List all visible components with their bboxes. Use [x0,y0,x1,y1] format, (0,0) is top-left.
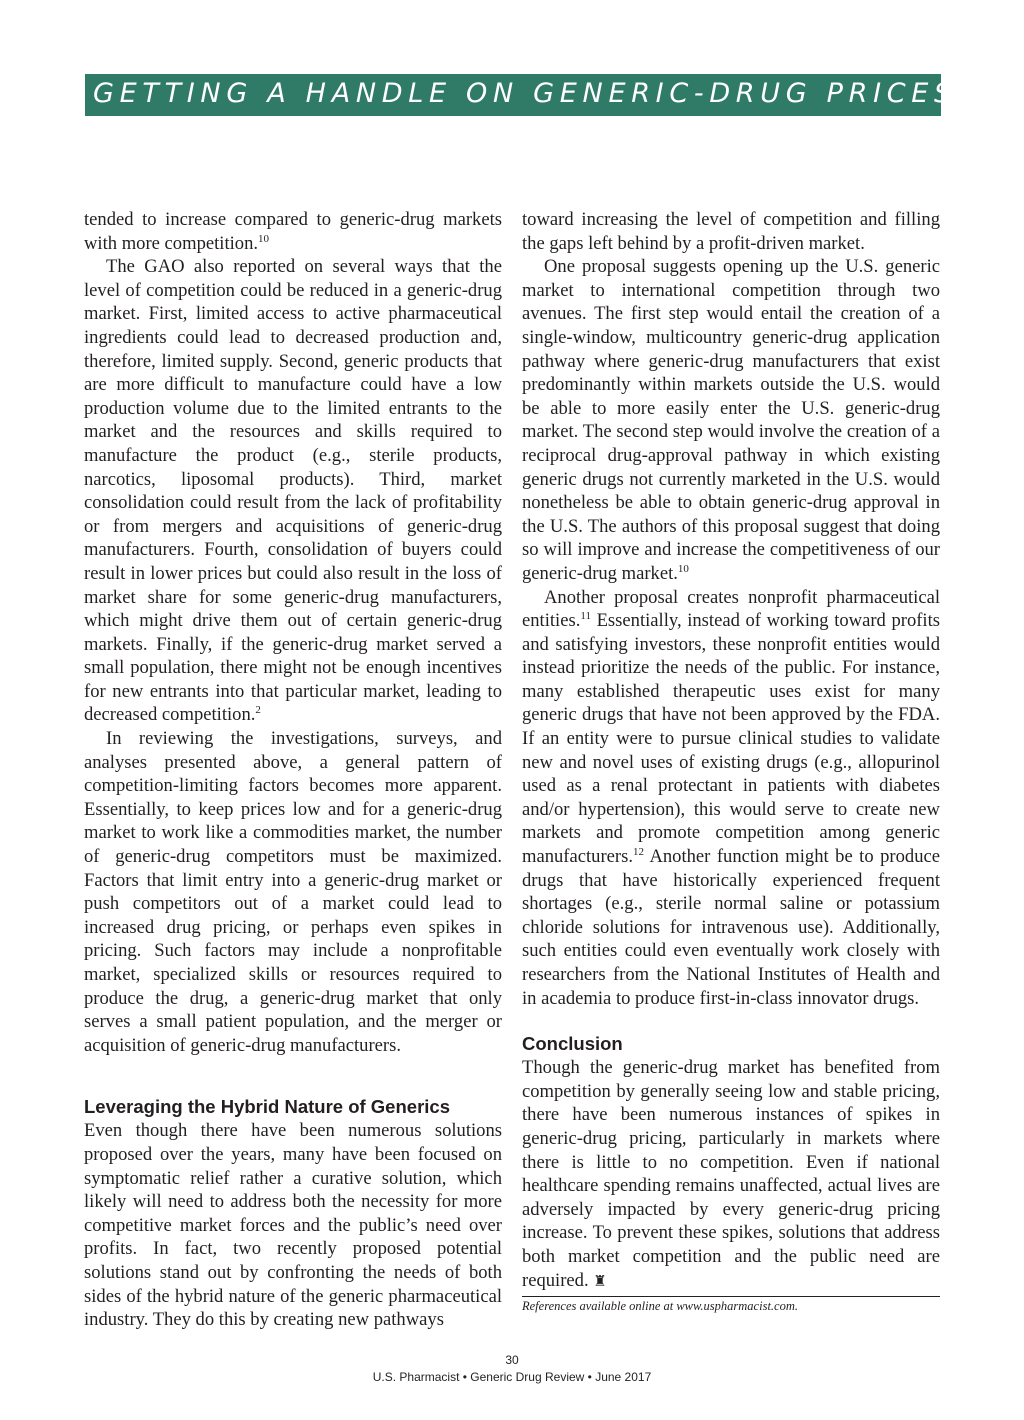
citation-ref: 2 [255,704,261,717]
right-column [522,208,940,1314]
header-banner [85,74,957,116]
references-note: References available online at www.uspharmacist.com. [522,1299,798,1314]
section-heading: Leveraging the Hybrid Nature of Generics [84,1096,450,1118]
paragraph: toward increasing the level of competition and filling the gaps left behind by a profit-driven market. [522,209,940,254]
citation-ref: 10 [677,562,689,575]
paragraph: Another proposal creates nonprofit pharmaceutical entities.$^{11}$ Essentially, instead of working toward profits and satisfying investors, these nonprofit entities would instead prioritize the needs of the public. For instance, many established therapeutic uses exist for many generic drugs that have not been approved by the FDA. If an entity were to pursue clinical studies to validate new and novel uses of existing drugs (e.g., allopurinol used as a renal protectant in patients with diabetes and/or hypertension), this would serve to create new markets and promote competition among generic manufacturers.$^{12}$ Another function might be to produce drugs that have historically experienced frequent shortages (e.g., sterile normal saline or potassium chloride solutions for intravenous use). Additionally, such entities could even eventually work closely with researchers from the National Institutes of Health and in academia to produce first-in-class innovator drugs. [522,586,940,1009]
paragraph: One proposal suggests opening up the U.S. generic market to international competition through two avenues. The first step would entail the creation of a single-window, multicountry generic-drug application pathway where generic-drug manufacturers that exist predominantly within markets outside the U.S. would be able to more easily enter the U.S. generic-drug market. The second step would involve the creation of a reciprocal drug-approval pathway in which existing generic drugs not currently marketed in the U.S. would nonetheless be able to obtain generic-drug approval in the U.S. The authors of this proposal suggest that doing so will improve and increase the competitiveness of our generic-drug market.$^{10}$ [522,256,940,584]
paragraph: tended to increase compared to generic-drug markets with more competition.$^{10}$ [84,209,502,254]
banner-title: GETTING A HANDLE ON GENERIC-DRUG PRICES [93,78,957,109]
paragraph: Even though there have been numerous solutions proposed over the years, many have been focused on symptomatic relief rather a curative solution, which likely will need to address both the necessity for more competitive market forces and the public’s need over profits. In fact, two recently proposed potential solutions stand out by confronting the needs of both sides of the hybrid nature of the generic pharmaceutical industry. They do this by creating new pathways [84,1120,502,1331]
left-column [84,208,502,1332]
citation-ref: 11 [580,610,591,623]
end-mark-icon: ♜ [593,1271,607,1290]
paragraph: In reviewing the investigations, surveys, and analyses presented above, a general pattern of competition-limiting factors becomes more apparent. Essentially, to keep prices low and for a generic-drug market to work like a commodities market, the number of generic-drug competitors must be maximized. Factors that limit entry into a generic-drug market or push competitors out of a market could lead to increased drug pricing, or perhaps even spikes in pricing. Such factors may include a nonprofitable market, specialized skills or resources required to produce the drug, a generic-drug market that only serves a small patient population, and the merger or acquisition of generic-drug manufacturers. [84,728,502,1056]
divider [522,1296,940,1297]
section-heading: Conclusion [522,1033,623,1055]
paragraph: Though the generic-drug market has benefited from competition by generally seeing low and stable pricing, there have been numerous instances of spikes in generic-drug pricing, particularly in markets where there is little to no competition. Even if national healthcare spending remains unaffected, actual lives are adversely impacted by every generic-drug pricing increase. To prevent these spikes, solutions that address both market competition and the public need are required. ♜ [522,1057,940,1291]
citation-ref: 10 [258,232,270,245]
citation-ref: 12 [633,846,644,859]
page-number: 30 [505,1353,519,1367]
publication-line: U.S. Pharmacist • Generic Drug Review • June 2017 [372,1370,652,1384]
paragraph: The GAO also reported on several ways that the level of competition could be reduced in a generic-drug market. First, limited access to active pharmaceutical ingredients could lead to decreased production and, therefore, limited supply. Second, generic products that are more difficult to manufacture could have a low production volume due to the limited entrants to the market and the resources and skills required to manufacture the product (e.g., sterile products, narcotics, liposomal products). Third, market consolidation could result from the lack of profitability or from mergers and acquisitions of generic-drug manufacturers. Fourth, consolidation of buyers could result in lower prices but could also result in the loss of market share for some generic-drug manufacturers, which might drive them out of certain generic-drug markets. Finally, if the generic-drug market served a small population, there might not be enough incentives for new entrants into that particular market, leading to decreased competition.$^2$ [84,256,502,726]
